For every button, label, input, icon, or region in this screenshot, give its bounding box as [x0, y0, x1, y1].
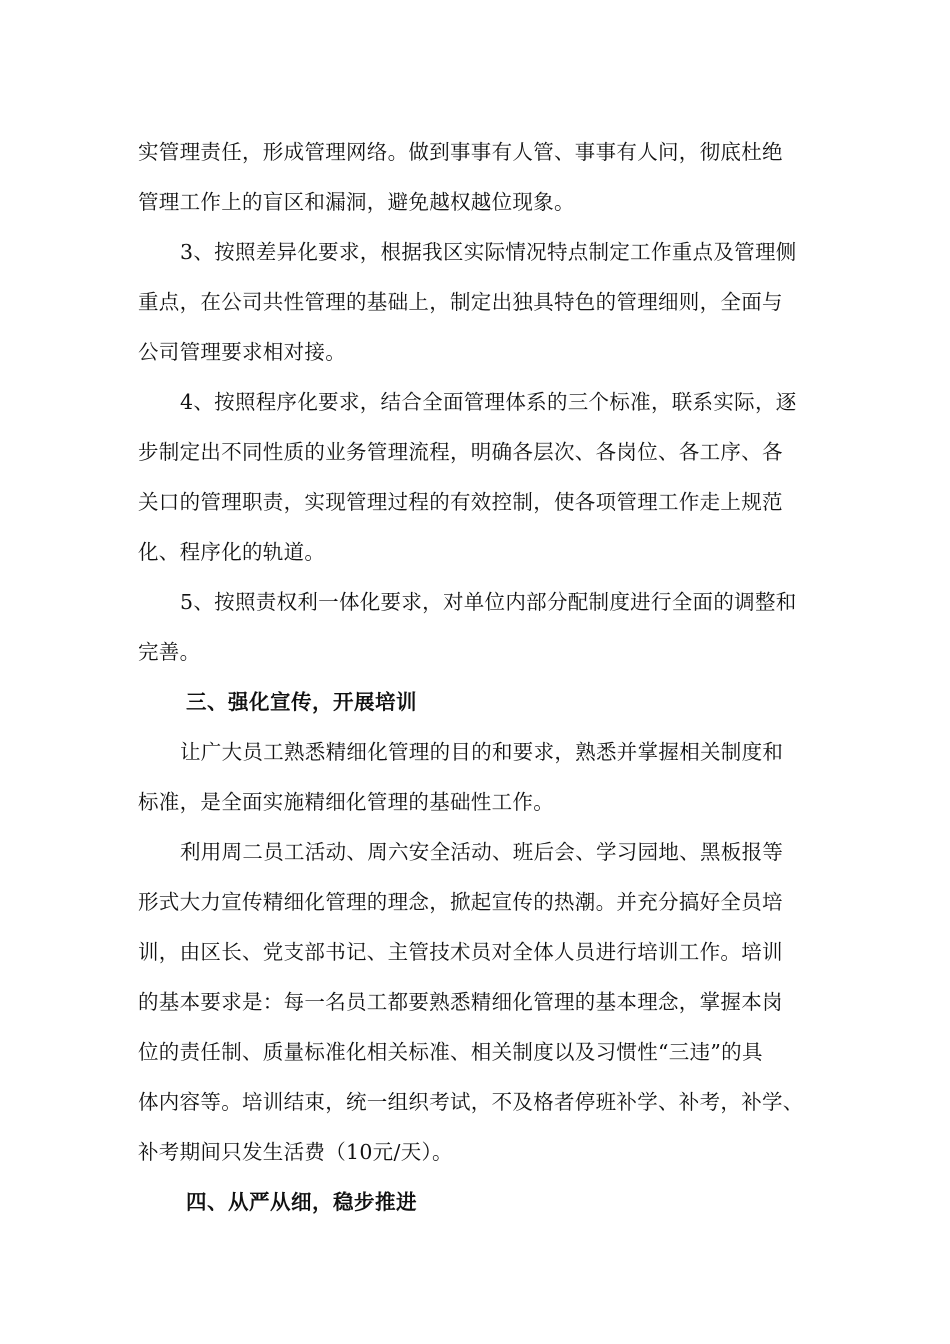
paragraph-line: 体内容等。培训结束，统一组织考试，不及格者停班补学、补考，补学、 — [138, 1090, 804, 1114]
paragraph-line: 4、按照程序化要求，结合全面管理体系的三个标准，联系实际，逐 — [180, 390, 797, 414]
paragraph-line: 公司管理要求相对接。 — [138, 340, 346, 364]
section-heading: 三、强化宣传，开展培训 — [186, 690, 417, 714]
paragraph-line: 形式大力宣传精细化管理的理念，掀起宣传的热潮。并充分搞好全员培 — [138, 890, 783, 914]
paragraph-line: 关口的管理职责，实现管理过程的有效控制，使各项管理工作走上规范 — [138, 490, 783, 514]
paragraph-line: 3、按照差异化要求，根据我区实际情况特点制定工作重点及管理侧 — [180, 240, 797, 264]
paragraph-line: 补考期间只发生活费（10元/天）。 — [138, 1140, 453, 1164]
paragraph-line: 5、按照责权利一体化要求，对单位内部分配制度进行全面的调整和 — [180, 590, 797, 614]
paragraph-line: 重点，在公司共性管理的基础上，制定出独具特色的管理细则，全面与 — [138, 290, 783, 314]
paragraph-line: 化、程序化的轨道。 — [138, 540, 326, 564]
paragraph-line: 的基本要求是：每一名员工都要熟悉精细化管理的基本理念，掌握本岗 — [138, 990, 783, 1014]
paragraph-line: 训，由区长、党支部书记、主管技术员对全体人员进行培训工作。培训 — [138, 940, 783, 964]
paragraph-line: 步制定出不同性质的业务管理流程，明确各层次、各岗位、各工序、各 — [138, 440, 783, 464]
paragraph-line: 利用周二员工活动、周六安全活动、班后会、学习园地、黑板报等 — [180, 840, 784, 864]
paragraph-line: 完善。 — [138, 640, 201, 664]
paragraph-line: 实管理责任，形成管理网络。做到事事有人管、事事有人问，彻底杜绝 — [138, 140, 783, 164]
paragraph-line: 让广大员工熟悉精细化管理的目的和要求，熟悉并掌握相关制度和 — [180, 740, 784, 764]
paragraph-line: 标准，是全面实施精细化管理的基础性工作。 — [138, 790, 554, 814]
paragraph-line: 位的责任制、质量标准化相关标准、相关制度以及习惯性“三违”的具 — [138, 1040, 763, 1064]
section-heading: 四、从严从细，稳步推进 — [186, 1190, 417, 1214]
paragraph-line: 管理工作上的盲区和漏洞，避免越权越位现象。 — [138, 190, 575, 214]
